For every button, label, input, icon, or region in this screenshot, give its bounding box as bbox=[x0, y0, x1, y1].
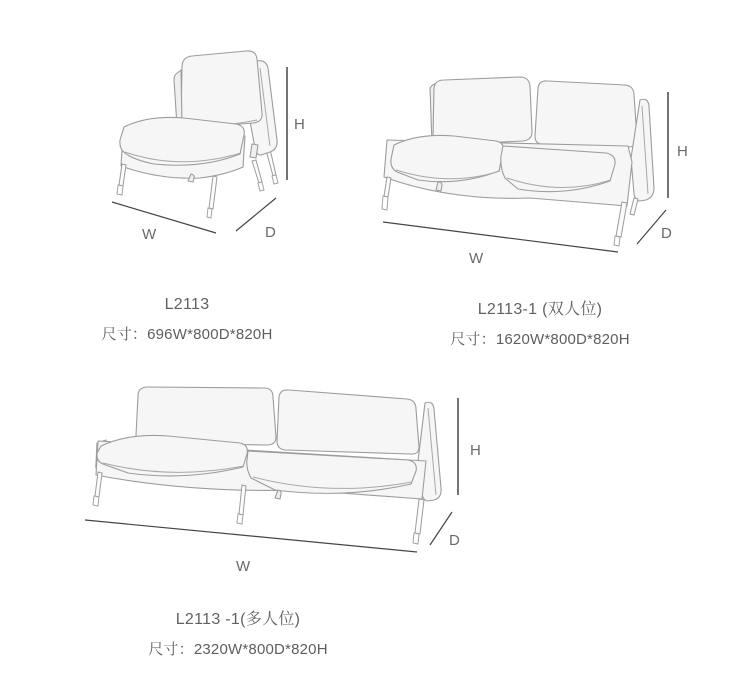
sofa-line-drawing bbox=[70, 368, 500, 603]
chair-front-left-leg bbox=[119, 164, 126, 186]
chair-model-label: L2113 bbox=[164, 296, 210, 313]
sofa-width-line bbox=[85, 520, 417, 552]
loveseat-width-label: W bbox=[469, 250, 484, 267]
sofa-caption bbox=[98, 606, 378, 659]
sofa-back-cushion-2 bbox=[277, 390, 419, 454]
chair-right-foot bbox=[258, 182, 264, 191]
loveseat-left-leg bbox=[384, 177, 391, 197]
chair-size-label: 尺寸：696W*800D*820H bbox=[101, 326, 273, 343]
chair-line-drawing bbox=[90, 28, 320, 263]
sofa-left-leg bbox=[95, 472, 102, 497]
chair-height-label: H bbox=[294, 116, 305, 133]
loveseat-depth-label: D bbox=[661, 225, 672, 242]
loveseat-width-line bbox=[383, 222, 618, 252]
chair-rear-foot bbox=[272, 175, 278, 184]
loveseat-sketch bbox=[382, 77, 654, 246]
chair-sketch bbox=[117, 51, 278, 218]
loveseat-left-foot bbox=[382, 196, 388, 210]
chair-depth-label: D bbox=[265, 224, 276, 241]
sofa-seat-cushion-1 bbox=[97, 435, 247, 475]
loveseat-seat-cushion-2 bbox=[501, 146, 615, 192]
sofa-size-label: 尺寸：2320W*800D*820H bbox=[148, 641, 328, 658]
chair-caption bbox=[47, 296, 327, 344]
sofa-model-label: L2113 -1(多人位) bbox=[175, 611, 301, 628]
chair-right-leg bbox=[252, 160, 262, 183]
loveseat-height-label: H bbox=[677, 143, 688, 160]
loveseat-size-label: 尺寸：1620W*800D*820H bbox=[450, 331, 630, 348]
loveseat-back-cushion-2 bbox=[535, 81, 637, 147]
chair-front-left-foot bbox=[117, 185, 123, 195]
chair-width-line bbox=[112, 202, 216, 233]
sofa-depth-label: D bbox=[449, 532, 460, 549]
chair-center-leg bbox=[209, 176, 217, 209]
sofa-width-label: W bbox=[236, 558, 251, 575]
sofa-height-label: H bbox=[470, 442, 481, 459]
sofa-left-foot bbox=[93, 496, 99, 506]
sofa-center-foot bbox=[237, 514, 243, 524]
loveseat-front-right-leg bbox=[616, 202, 627, 237]
loveseat-back-cushion-1 bbox=[433, 77, 532, 145]
loveseat-rear-right-leg bbox=[630, 198, 638, 215]
loveseat-caption bbox=[400, 296, 680, 349]
chair-seat-cushion bbox=[120, 117, 244, 165]
loveseat-model-label: L2113-1 (双人位) bbox=[477, 301, 603, 318]
chair-back-cushion bbox=[181, 51, 262, 128]
sofa-right-leg bbox=[415, 499, 424, 534]
sofa-seat-cushion-2 bbox=[247, 451, 417, 493]
chair-center-foot bbox=[207, 208, 212, 218]
loveseat-line-drawing bbox=[370, 50, 700, 285]
loveseat-front-right-foot bbox=[614, 236, 620, 246]
sofa-tab-detail bbox=[275, 490, 281, 499]
chair-width-label: W bbox=[142, 226, 157, 243]
sofa-sketch bbox=[93, 387, 441, 544]
chair-clip-detail bbox=[250, 144, 258, 158]
sofa-right-foot bbox=[413, 533, 419, 544]
